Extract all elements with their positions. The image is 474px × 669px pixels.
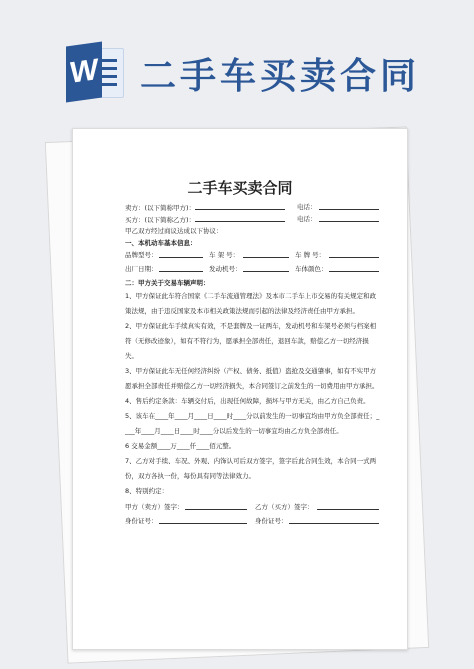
header-banner [0,0,474,112]
clause-1: 1、甲方保证此车符合国家《二手车流通管理法》及本市二手车上市交易的有关规定和政策法规，由于违反国家及本市相关政策法规而引起的法律及经济责任由甲方承担。 [125,292,377,315]
id-row: 身份证号： 身份证号： [125,515,381,529]
document-body [125,201,381,529]
section-heading-1: 一、本机动车基本信息： [125,239,197,247]
clause-7: 7、乙方对手续、车况、外观、内饰认可后双方签字，签字后此合同生效，本合同一式两份，双方各执一份，每份具有同等法律效力。 [125,457,377,480]
clause-8: 8、特别约定： [125,487,169,495]
word-doc-icon: W [62,44,124,100]
clause-4: 4、售后约定条款：车辆交付后，出现任何故障，损坏与甲方无关，由乙方自己负责。 [125,397,370,405]
buyer-line: 买方：(以下简称乙方)： 电话： [125,213,381,225]
seller-line: 卖方：(以下简称甲方)： 电话： [125,201,381,213]
document-title: 二手车买卖合同 [187,179,293,197]
clause-6: 6 交易金额____万____仟____佰元整。 [125,442,236,450]
document-page [72,128,408,650]
section-heading-2: 二：甲方关于交易车辆声明： [125,279,210,287]
clause-3: 3、甲方保证此车无任何经济纠纷（产权、债务、抵值）盗抢及交通肇事，如有不实甲方愿承担全部责任并赔偿乙方一切经济损失，本合同签订之前发生的一切费用由甲方承担。 [125,367,379,390]
clause-5: 5、该车在____年____月____日____时____分以前发生的一切事宜均由甲方负全部责任；____年____月____日____时____分以后发生的一切事宜均由乙方负全部责任。 [125,412,380,435]
vehicle-row-2: 出厂日期： 发动机号： 车体颜色： [125,263,381,277]
vehicle-row-1: 品牌型号： 车 架 号： 车 牌 号： [125,249,381,263]
signature-row: 甲方（卖方）签字： 乙方（买方）签字： [125,501,381,515]
clause-2: 2、甲方保证此车手续真实有效，不是套牌及一证两车，发动机号和车架号必须与档案相符（无修改迹象），如有不符行为，愿承担全部责任，退回车款，赔偿乙方一切经济损失。 [125,322,377,360]
intro-line: 甲乙双方经过商议达成以下协议： [125,227,223,235]
banner-title: 二手车买卖合同 [140,56,421,97]
